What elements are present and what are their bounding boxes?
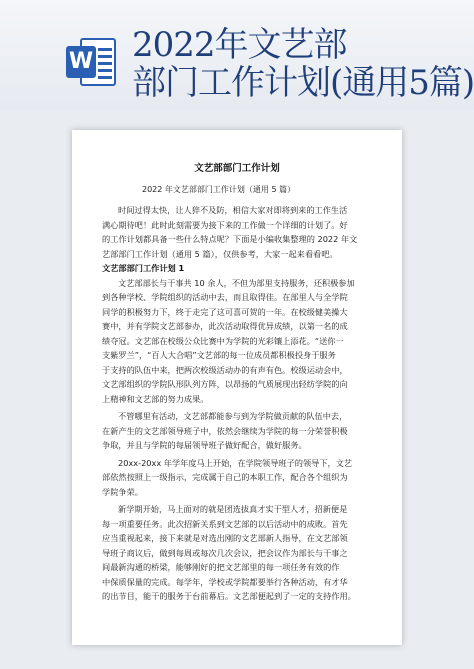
text-line: 赛中，并有学院文艺部参办，此次活动取得优异成绩，以第一名的成 (102, 321, 348, 331)
document-preview-page (72, 130, 402, 645)
document-title: 文艺部部门工作计划 (194, 163, 280, 174)
text-line: 20xx-20xx 年学年度马上开始，在学院领导班子的领导下，文艺 (118, 457, 353, 468)
text-line: 中保质保量的完成。每学年，学校或学院都要举行各种活动，有才华 (102, 576, 348, 587)
text-line: 的出节目，能干的服务于台前幕后。文艺部便起到了一定的支持作用。 (102, 591, 356, 601)
word-badge: W (66, 46, 96, 78)
paragraph-4 (102, 502, 372, 604)
text-line: 文艺部组织的学院队形队列方阵，以昂扬的气质展现出轻纺学院的向 (102, 379, 348, 389)
text-line: 同学的积极努力下，终于走完了这可喜可贺的一年。在校级健美操大 (102, 306, 348, 317)
text-line: 应当重视起来，接下来就是对选出刚的文艺部新人指导，在文艺部领 (102, 533, 348, 543)
text-line: 于支持的队伍中来，把两次校级活动办的有声有色。校级运动会中， (102, 364, 348, 375)
text-line: 上精神和文艺部的努力成果。 (102, 393, 209, 404)
document-subtitle: 2022 年文艺部部门工作计划（通用 5 篇） (142, 185, 296, 194)
text-line: 在新产生的文艺部领导班子中，依然会继续为学院的每一分荣誉积极 (102, 425, 348, 436)
text-line: 时间过得太快，让人猝不及防，相信大家对即将到来的工作生活 (118, 205, 348, 215)
word-document-icon (66, 36, 118, 88)
text-line: 每一项重要任务。此次招新关系到文艺部的以后活动中的成败。首先 (102, 518, 348, 529)
page-title (132, 26, 474, 102)
text-line: 间最新沟通的桥梁，能够刚好的把文艺部里的每一项任务有效的作 (102, 562, 340, 572)
section-heading: 文艺部部门工作计划 1 (102, 263, 185, 273)
header-banner (0, 0, 474, 110)
text-line: 部依然按照上一级指示，完成属于自己的本职工作，配合各个组织为 (102, 472, 348, 482)
intro-paragraph (102, 203, 372, 261)
text-line: 支紫罗兰”，“百人大合唱”文艺部的每一位成员都积极投身于服务 (102, 350, 336, 360)
text-line: 的工作计划都具备一些什么特点呢？下面是小编收集整理的 2022 年文 (102, 234, 358, 244)
text-line: 到各种学校、学院组织的活动中去，而且取得佳。在部里人与全学院 (102, 292, 348, 302)
text-line: 满心期待吧！此时此刻需要为接下来的工作做一个详细的计划了。好 (102, 219, 348, 230)
title-line-2: 部门工作计划(通用5篇) (132, 63, 474, 102)
title-line-1: 2022年文艺部 (132, 26, 347, 65)
text-line: 艺部部门工作计划（通用 5 篇），仅供参考，大家一起来看看吧。 (102, 248, 338, 259)
text-line: 争取，并且与学院的每届领导班子做好配合，做好服务。 (102, 440, 307, 450)
paragraph-3 (102, 456, 372, 500)
paragraph-2 (102, 409, 372, 453)
text-line: 绩夺冠。文艺部在校级公众比赛中为学院的光彩镶上添花。“送你一 (102, 335, 344, 346)
text-line: 新学期开始，马上面对的就是团选拔真才实干型人才，招新便是 (118, 504, 348, 514)
text-line: 导班子商议后，做到每周或每次几次会议，把会议作为部长与干事之 (102, 547, 348, 558)
text-line: 学院争荣。 (102, 486, 143, 497)
paragraph-1 (102, 276, 372, 407)
text-line: 不管哪里有活动，文艺部都能参与到为学院做贡献的队伍中去， (118, 411, 348, 421)
text-line: 文艺部部长与干事共 10 余人，不但为部里支持服务，还积极参加 (118, 277, 355, 288)
